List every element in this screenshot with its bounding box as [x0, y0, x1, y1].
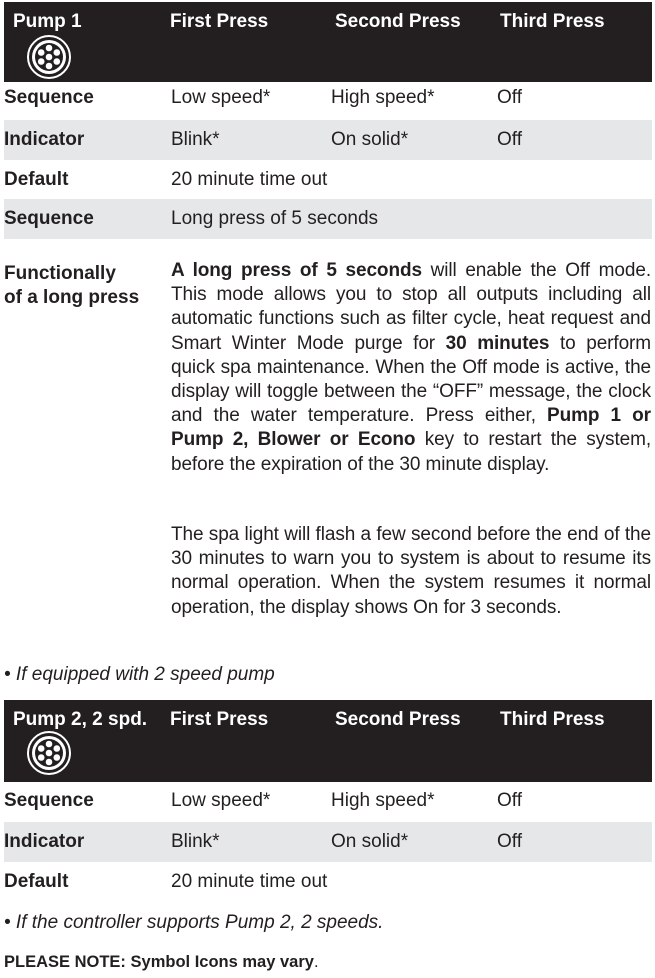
table1-row-long-press — [4, 199, 652, 239]
note-controller: • If the controller supports Pump 2, 2 speeds. — [4, 912, 384, 933]
table2-row-default — [4, 862, 652, 902]
bold-text: A long press of 5 seconds — [171, 260, 422, 281]
bold-text: Pump 1 or Pump 2, Blower or Econo — [171, 405, 651, 451]
cell-first: Low speed* — [171, 87, 271, 108]
functionally-paragraph-2: The spa light will flash a few second before the end of the 30 minutes to warn you to system is about to resume its normal operation. When the system resumes it normal operation, the display shows On for 3 seconds. — [171, 524, 651, 618]
functionally-label-line2: of a long press — [4, 287, 140, 308]
cell-third: Off — [497, 87, 522, 108]
row-label: Default — [4, 169, 69, 190]
cell-second: On solid* — [331, 129, 409, 150]
cell-first: 20 minute time out — [171, 871, 328, 892]
table1-row-sequence — [4, 78, 652, 118]
row-label: Indicator — [4, 129, 85, 150]
cell-first: 20 minute time out — [171, 169, 328, 190]
please-note-period: . — [313, 953, 319, 971]
table2-header-third: Third Press — [500, 709, 605, 730]
body-text: key to restart the system, before the expiration of the 30 minute display. — [171, 429, 651, 475]
table2-row-sequence — [4, 781, 652, 821]
pump-icon — [26, 34, 72, 80]
please-note — [4, 953, 319, 972]
body-text: will enable the Off mode. This mode allows you to stop all outputs including all automatic functions such as filter cycle, heat request and Smart Winter Mode purge for — [171, 260, 651, 354]
row-label: Indicator — [4, 831, 85, 852]
row-label: Sequence — [4, 790, 94, 811]
table1-header-second: Second Press — [335, 11, 461, 32]
table2-header — [4, 700, 652, 782]
bold-text: 30 minutes — [445, 332, 550, 354]
table1-row-indicator — [4, 120, 652, 160]
cell-first: Long press of 5 seconds — [171, 208, 379, 229]
table1-header — [4, 2, 652, 82]
table1-row-default — [4, 160, 652, 200]
note-two-speed: • If equipped with 2 speed pump — [4, 664, 275, 685]
cell-third: Off — [497, 129, 522, 150]
cell-third: Off — [497, 790, 522, 811]
table1-header-first: First Press — [170, 11, 269, 32]
table2-header-first: First Press — [170, 709, 269, 730]
table2-header-second: Second Press — [335, 709, 461, 730]
table1-header-pump: Pump 1 — [13, 11, 82, 32]
functionally-label — [4, 262, 139, 310]
row-label: Sequence — [4, 87, 94, 108]
cell-second: On solid* — [331, 831, 409, 852]
table1-header-third: Third Press — [500, 11, 605, 32]
functionally-paragraph-1 — [171, 259, 651, 477]
cell-first: Blink* — [171, 831, 220, 852]
pump-icon — [26, 730, 72, 776]
cell-first: Low speed* — [171, 790, 271, 811]
cell-second: High speed* — [331, 87, 435, 108]
please-note-text: PLEASE NOTE: Symbol Icons may vary — [4, 953, 314, 971]
functionally-label-line1: Functionally — [4, 263, 116, 284]
table2-header-pump: Pump 2, 2 spd. — [13, 709, 148, 730]
cell-second: High speed* — [331, 790, 435, 811]
body-text: to perform quick spa maintenance. When the Off mode is active, the display will toggle between the “OFF” message, the clock and the water temperature. Press either, — [171, 332, 651, 427]
row-label: Sequence — [4, 208, 94, 229]
cell-first: Blink* — [171, 129, 220, 150]
row-label: Default — [4, 871, 69, 892]
table2-row-indicator — [4, 822, 652, 862]
cell-third: Off — [497, 831, 522, 852]
